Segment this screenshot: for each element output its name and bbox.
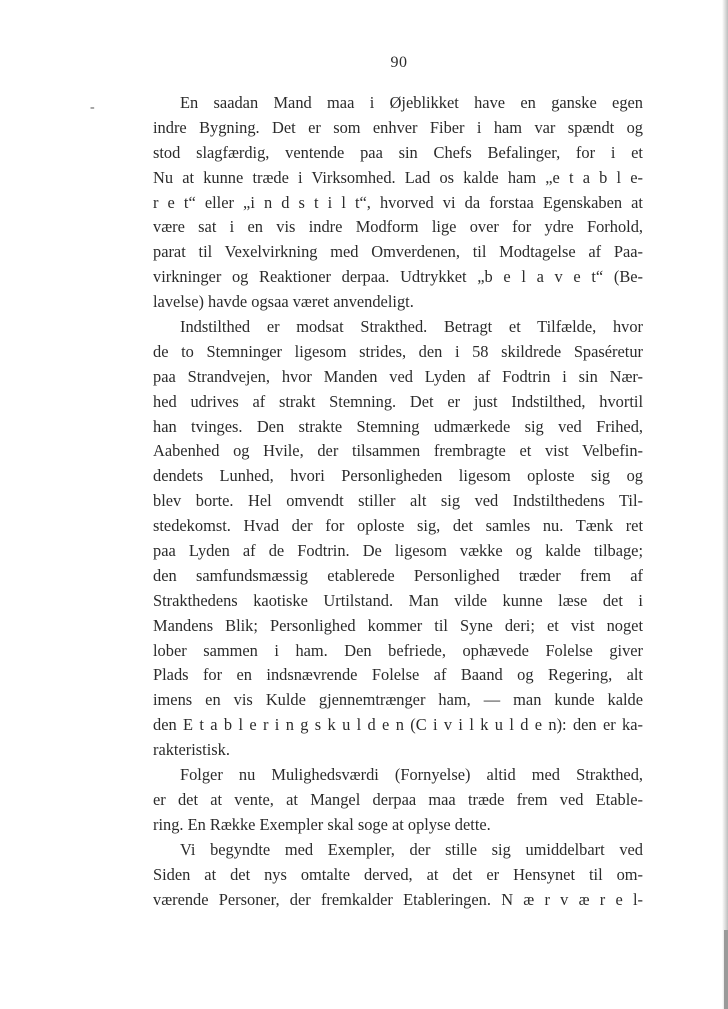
text-line: paa Strandvejen, hvor Manden ved Lyden af Fodtrin i sin Nær- [153, 366, 643, 386]
text-line: Indstilthed er modsat Strakthed. Betragt et Tilfælde, hvor [180, 317, 643, 337]
text-line: Strakthedens kaotiske Urtilstand. Man vilde kunne læse det i [153, 590, 643, 610]
text-line: Siden at det nys omtalte derved, at det er Hensynet til om- [153, 864, 643, 884]
text-line: stod slagfærdig, ventende paa sin Chefs Befalinger, for i et [153, 142, 643, 162]
text-line: den samfundsmæssig etablerede Personlighed træder frem af [153, 565, 643, 585]
text-line: rakteristisk. [153, 740, 230, 760]
page-number: 90 [390, 54, 408, 71]
text-line: blev borte. Hel omvendt stiller alt sig ved Indstilthedens Til- [153, 491, 643, 511]
text-line: Mandens Blik; Personlighed kommer til Syne deri; et vist noget [153, 615, 643, 635]
text-line: Plads for en indsnævrende Folelse af Baand og Regering, alt [153, 665, 643, 685]
text-line: paa Lyden af de Fodtrin. De ligesom vække og kalde tilbage; [153, 541, 643, 561]
text-line: Vi begyndte med Exempler, der stille sig umiddelbart ved [180, 839, 643, 859]
text-line: ring. En Række Exempler skal soge at oplyse dette. [153, 814, 491, 834]
body-text [153, 91, 643, 912]
text-line: indre Bygning. Det er som enhver Fiber i ham var spændt og [153, 117, 643, 137]
text-line: Nu at kunne træde i Virksomhed. Lad os kalde ham „e t a b l e- [153, 167, 643, 187]
text-line: lavelse) havde ogsaa været anvendeligt. [153, 292, 414, 312]
text-line: Folger nu Mulighedsværdi (Fornyelse) altid med Strakthed, [180, 765, 643, 785]
text-line: være sat i en vis indre Modform lige over for ydre Forhold, [153, 217, 643, 237]
text-line: Aabenhed og Hvile, der tilsammen frembragte et vist Velbefin- [153, 441, 643, 461]
page-edge-shadow [722, 0, 728, 1009]
text-line: han tvinges. Den strakte Stemning udmærkede sig ved Frihed, [153, 416, 643, 436]
text-line: En saadan Mand maa i Øjeblikket have en ganske egen [180, 93, 643, 112]
text-line: imens en vis Kulde gjennemtrænger ham, — man kunde kalde [153, 690, 643, 710]
text-line: er det at vente, at Mangel derpaa maa træde frem ved Etable- [153, 789, 643, 809]
text-line: virkninger og Reaktioner derpaa. Udtrykket „b e l a v e t“ (Be- [153, 267, 643, 287]
text-line: r e t“ eller „i n d s t i l t“, hvorved vi da forstaa Egenskaben at [153, 192, 643, 212]
text-line: værende Personer, der fremkalder Etableringen. N æ r v æ r e l- [153, 889, 643, 909]
text-line: den E t a b l e r i n g s k u l d e n (C i v i l k u l d e n): den er ka- [153, 715, 643, 735]
margin-mark: - [90, 100, 95, 115]
text-line: hed udrives af strakt Stemning. Det er just Indstilthed, hvortil [153, 391, 643, 411]
text-line: lober sammen i ham. Den befriede, ophævede Folelse giver [153, 640, 643, 660]
text-line: parat til Vexelvirkning med Omverdenen, til Modtagelse af Paa- [153, 242, 643, 262]
text-line: de to Stemninger ligesom strides, den i 58 skildrede Spaséretur [153, 341, 643, 361]
text-line: dendets Lunhed, hvori Personligheden ligesom oploste sig og [153, 466, 643, 486]
text-line: stedekomst. Hvad der for oploste sig, det samles nu. Tænk ret [153, 516, 643, 536]
